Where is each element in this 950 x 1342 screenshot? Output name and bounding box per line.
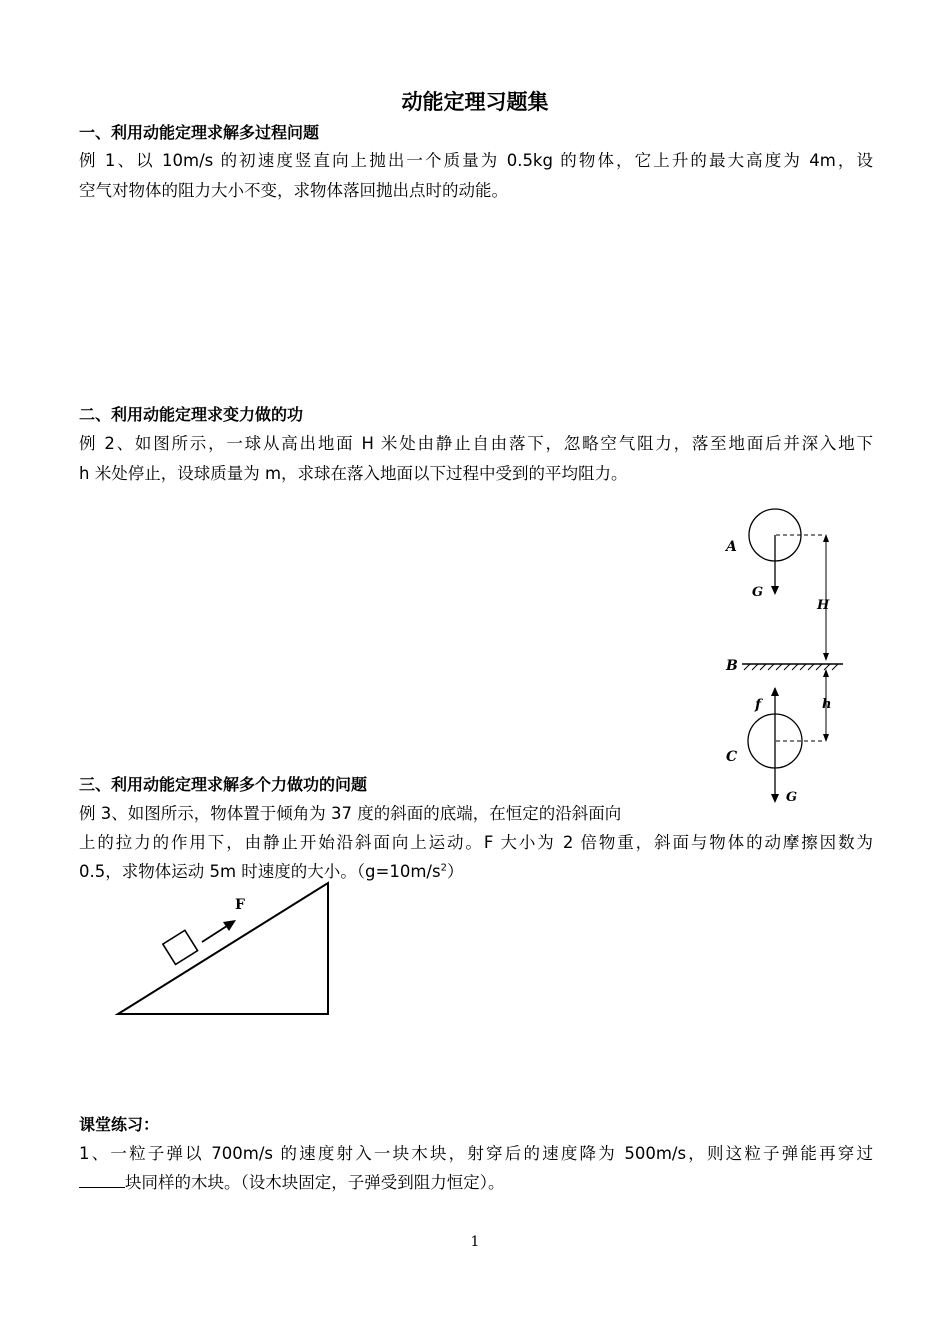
incline-triangle (118, 883, 328, 1014)
practice-line2-text: 块同样的木块。（设木块固定，子弹受到阻力恒定）。 (125, 1173, 505, 1192)
answer-blank (79, 1173, 125, 1188)
label-h-upper: H (817, 598, 830, 613)
label-g-bottom: G (786, 790, 798, 805)
label-force-f: F (235, 897, 245, 913)
label-b: B (726, 658, 738, 674)
example2-line1: 例 2、如图所示，一球从高出地面 H 米处由静止自由落下，忽略空气阻力，落至地面后并深入地下 (79, 434, 873, 453)
section3-heading: 三、利用动能定理求解多个力做功的问题 (79, 775, 368, 794)
practice-line1: 1、一粒子弹以 700m/s 的速度射入一块木块，射穿后的速度降为 500m/s，则这粒子弹能再穿过 (79, 1144, 873, 1163)
example3-line1: 例 3、如图所示，物体置于倾角为 37 度的斜面的底端，在恒定的沿斜面向 (79, 804, 622, 823)
example1-line1: 例 1、以 10m/s 的初速度竖直向上抛出一个质量为 0.5kg 的物体，它上升的最大高度为 4m，设 (79, 151, 873, 170)
label-c: C (726, 749, 738, 765)
label-a: A (726, 539, 737, 555)
label-f: f (755, 697, 762, 713)
example2-line2: h 米处停止，设球质量为 m，求球在落入地面以下过程中受到的平均阻力。 (79, 464, 628, 483)
block (163, 930, 198, 964)
force-arrow (202, 924, 230, 942)
example3-line3 (79, 858, 463, 882)
label-h-lower: h (822, 697, 832, 712)
page-title: 动能定理习题集 (401, 90, 549, 114)
example1-line2: 空气对物体的阻力大小不变，求物体落回抛出点时的动能。 (79, 181, 508, 200)
page-number: 1 (470, 1234, 480, 1250)
falling-ball-diagram (720, 500, 850, 810)
label-g-top: G (752, 585, 764, 600)
practice-line2 (79, 1169, 505, 1193)
incline-diagram (110, 880, 340, 1020)
superscript-2: 2 (440, 862, 447, 874)
practice-heading: 课堂练习： (79, 1115, 160, 1134)
section2-heading: 二、利用动能定理求变力做的功 (79, 405, 304, 424)
example3-line3-text: 0.5，求物体运动 5m 时速度的大小。（g=10m/s (79, 862, 441, 881)
example3-line3-end: ） (446, 862, 464, 881)
example3-line2: 上的拉力的作用下，由静止开始沿斜面向上运动。F 大小为 2 倍物重，斜面与物体的动摩擦因数为 (79, 833, 873, 852)
section1-heading: 一、利用动能定理求解多过程问题 (79, 123, 320, 142)
